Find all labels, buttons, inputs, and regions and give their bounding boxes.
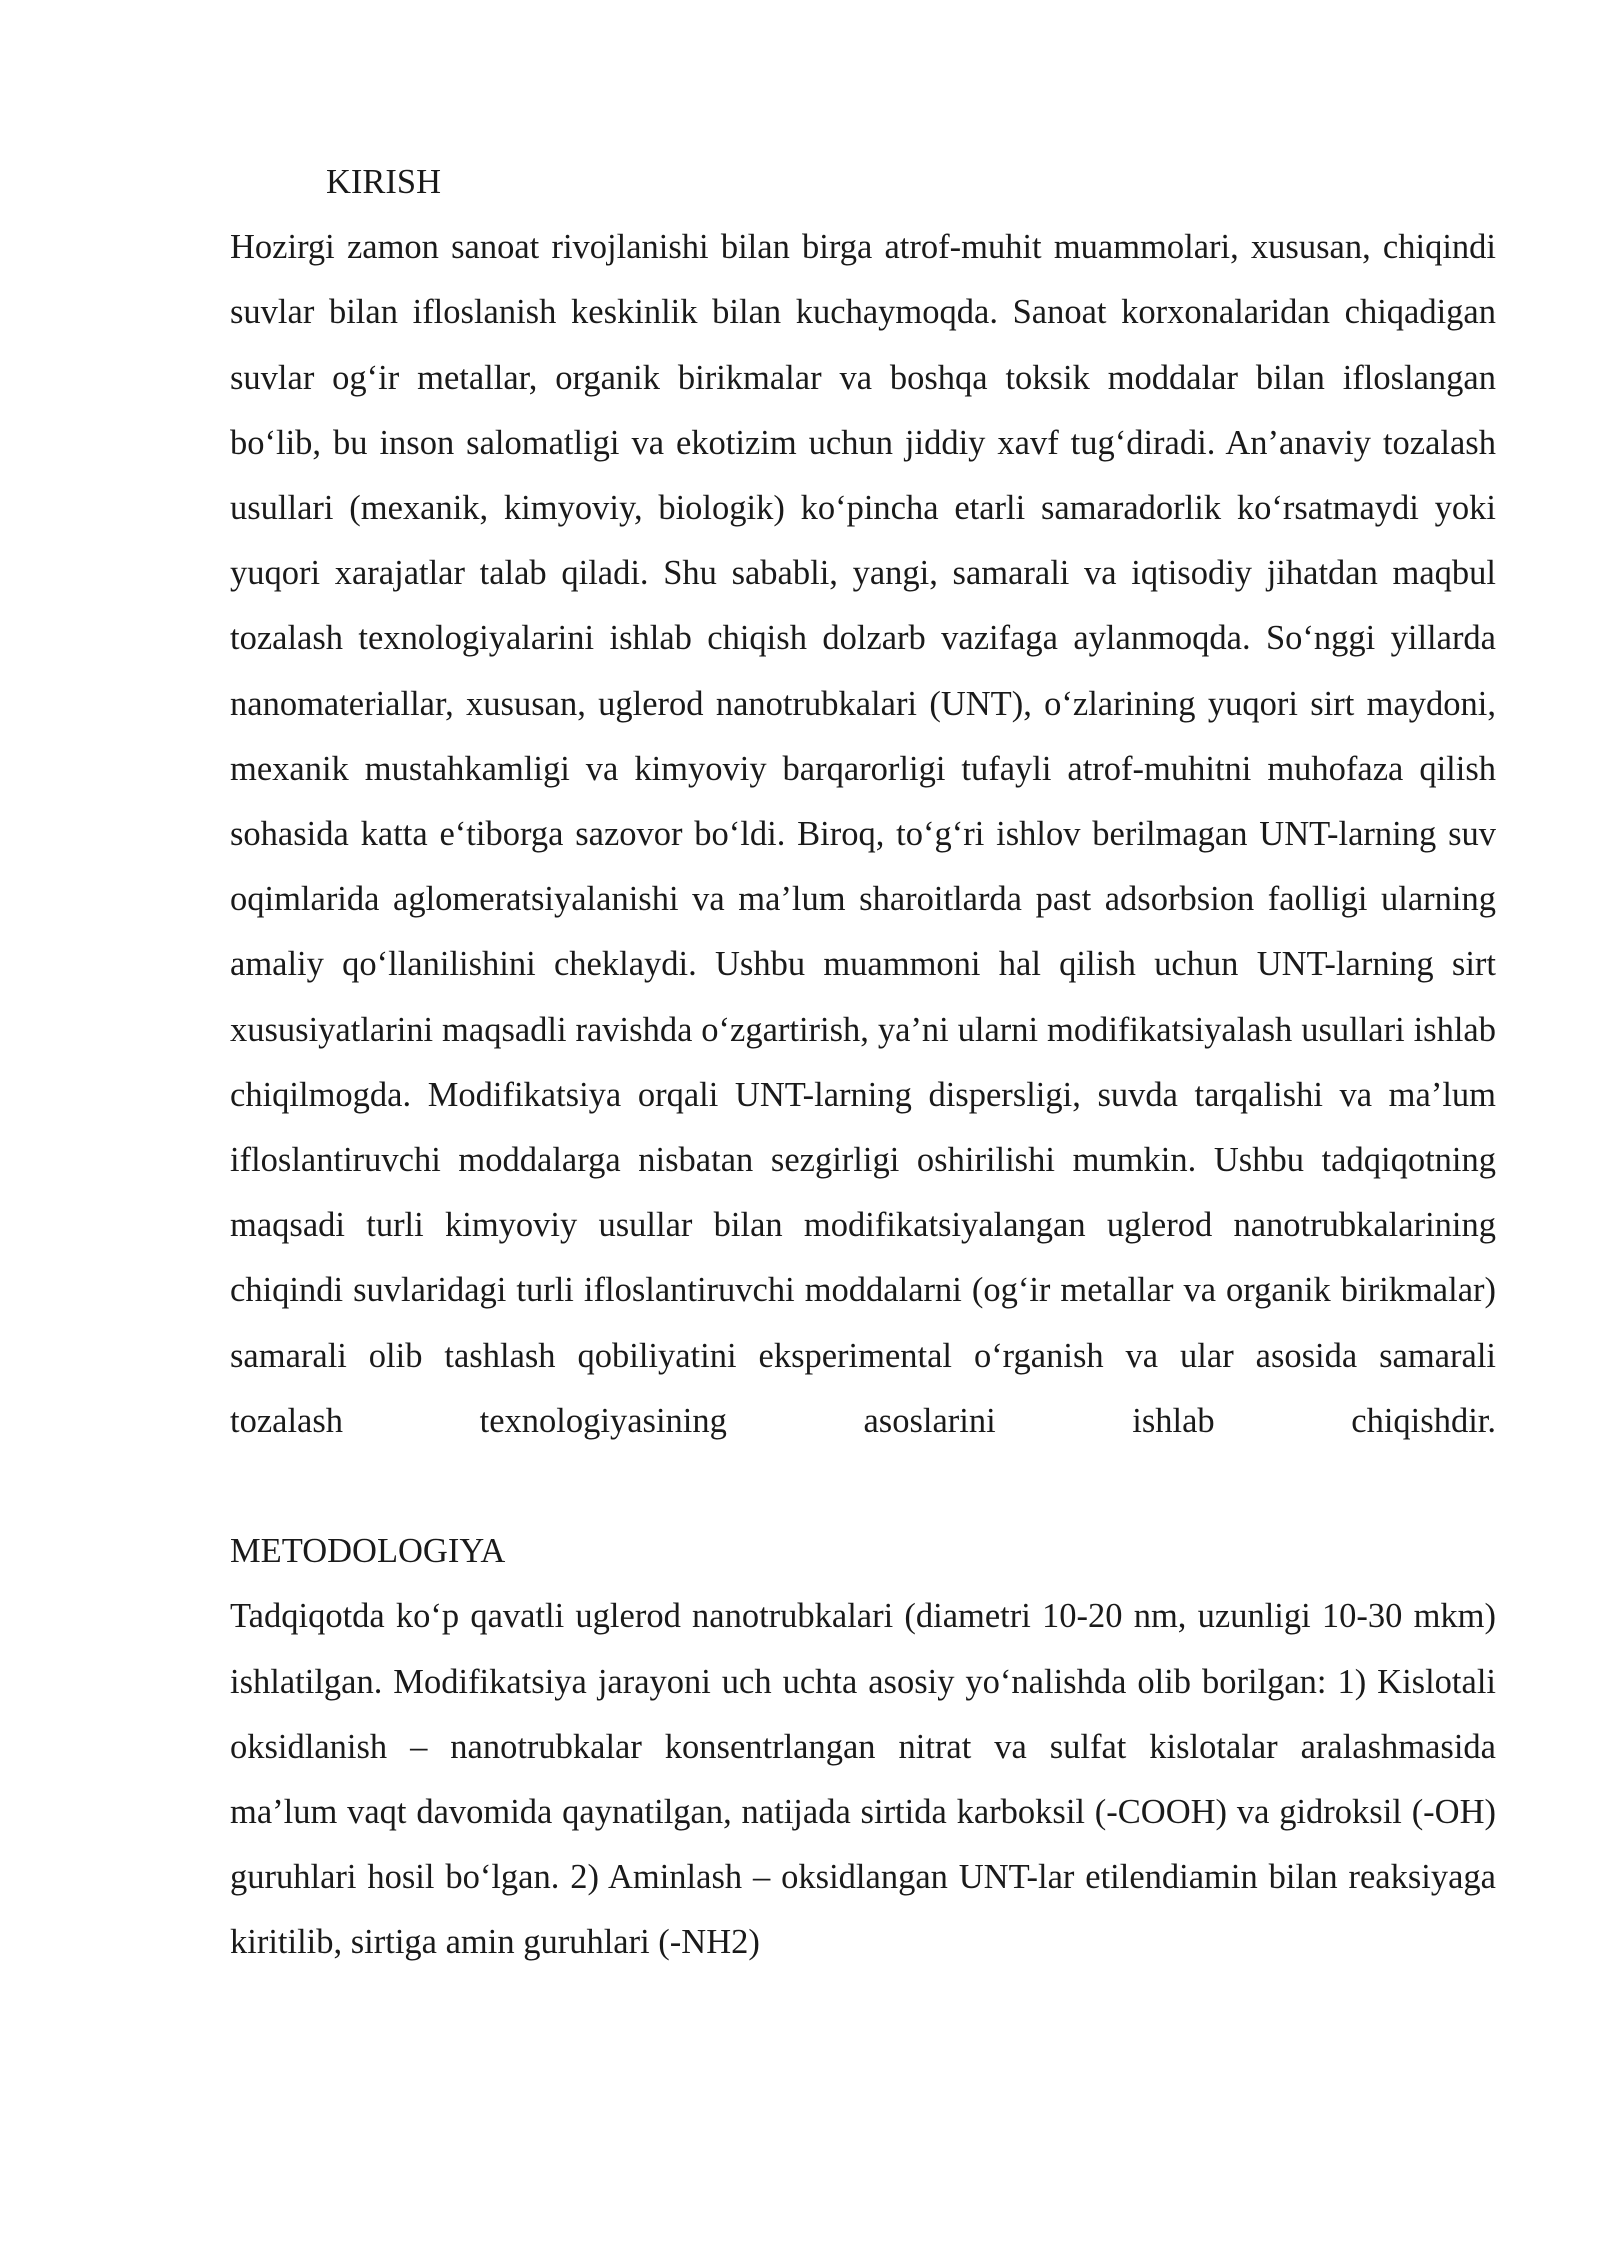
section-heading-metodologiya: METODOLOGIYA bbox=[230, 1532, 506, 1571]
section-body-metodologiya: Tadqiqotda ko‘p qavatli uglerod nanotrubkalari (diametri 10-20 nm, uzunligi 10-30 mkm) ishlatilgan. Modifikatsiya jarayoni uch uchta asosiy yo‘nalishda olib borilgan: 1) Kislotali oksidlanish – nanotrubkalar konsentrlangan nitrat va sulfat kislotalar aralashmasida ma’lum vaqt davomida qaynatilgan, natijada sirtida karboksil (-COOH) va gidroksil (-OH) guruhlari hosil bo‘lgan. 2) Aminlash – oksidlangan UNT-lar etilendiamin bilan reaksiyaga kiritilib, sirtiga amin guruhlari (-NH2) bbox=[230, 1597, 1496, 1962]
section-heading-kirish: KIRISH bbox=[326, 163, 442, 201]
section-body-kirish: Hozirgi zamon sanoat rivojlanishi bilan birga atrof-muhit muammolari, xususan, chiqindi suvlar bilan ifloslanish keskinlik bilan kuchaymoqda. Sanoat korxonalaridan chiqadigan suvlar og‘ir metallar, organik birikmalar va boshqa toksik moddalar bilan ifloslangan bo‘lib, bu inson salomatligi va ekotizim uchun jiddiy xavf tug‘diradi. An’anaviy tozalash usullari (mexanik, kimyoviy, biologik) ko‘pincha etarli samaradorlik ko‘rsatmaydi yoki yuqori xarajatlar talab qiladi. Shu sababli, yangi, samarali va iqtisodiy jihatdan maqbul tozalash texnologiyalarini ishlab chiqish dolzarb vazifaga aylanmoqda. So‘nggi yillarda nanomateriallar, xususan, uglerod nanotrubkalari (UNT), o‘zlarining yuqori sirt maydoni, mexanik mustahkamligi va kimyoviy barqarorligi tufayli atrof-muhitni muhofaza qilish sohasida katta e‘tiborga sazovor bo‘ldi. Biroq, to‘g‘ri ishlov berilmagan UNT-larning suv oqimlarida aglomeratsiyalanishi va ma’lum sharoitlarda past adsorbsion faolligi ularning amaliy qo‘llanilishini cheklaydi. Ushbu muammoni hal qilish uchun UNT-larning sirt xususiyatlarini maqsadli ravishda o‘zgartirish, ya’ni ularni modifikatsiyalash usullari ishlab chiqilmogda. Modifikatsiya orqali UNT-larning dispersligi, suvda tarqalishi va ma’lum ifloslantiruvchi moddalarga nisbatan sezgirligi oshirilishi mumkin. Ushbu tadqiqotning maqsadi turli kimyoviy usullar bilan modifikatsiyalangan uglerod nanotrubkalarining chiqindi suvlaridagi turli ifloslantiruvchi moddalarni (og‘ir metallar va organik birikmalar) samarali olib tashlash qobiliyatini eksperimental o‘rganish va ular asosida samarali tozalash texnologiyasining asoslarini ishlab chiqishdir. bbox=[230, 228, 1496, 1440]
document-content bbox=[230, 150, 1496, 1976]
paragraph-spacer bbox=[230, 1454, 1496, 1519]
